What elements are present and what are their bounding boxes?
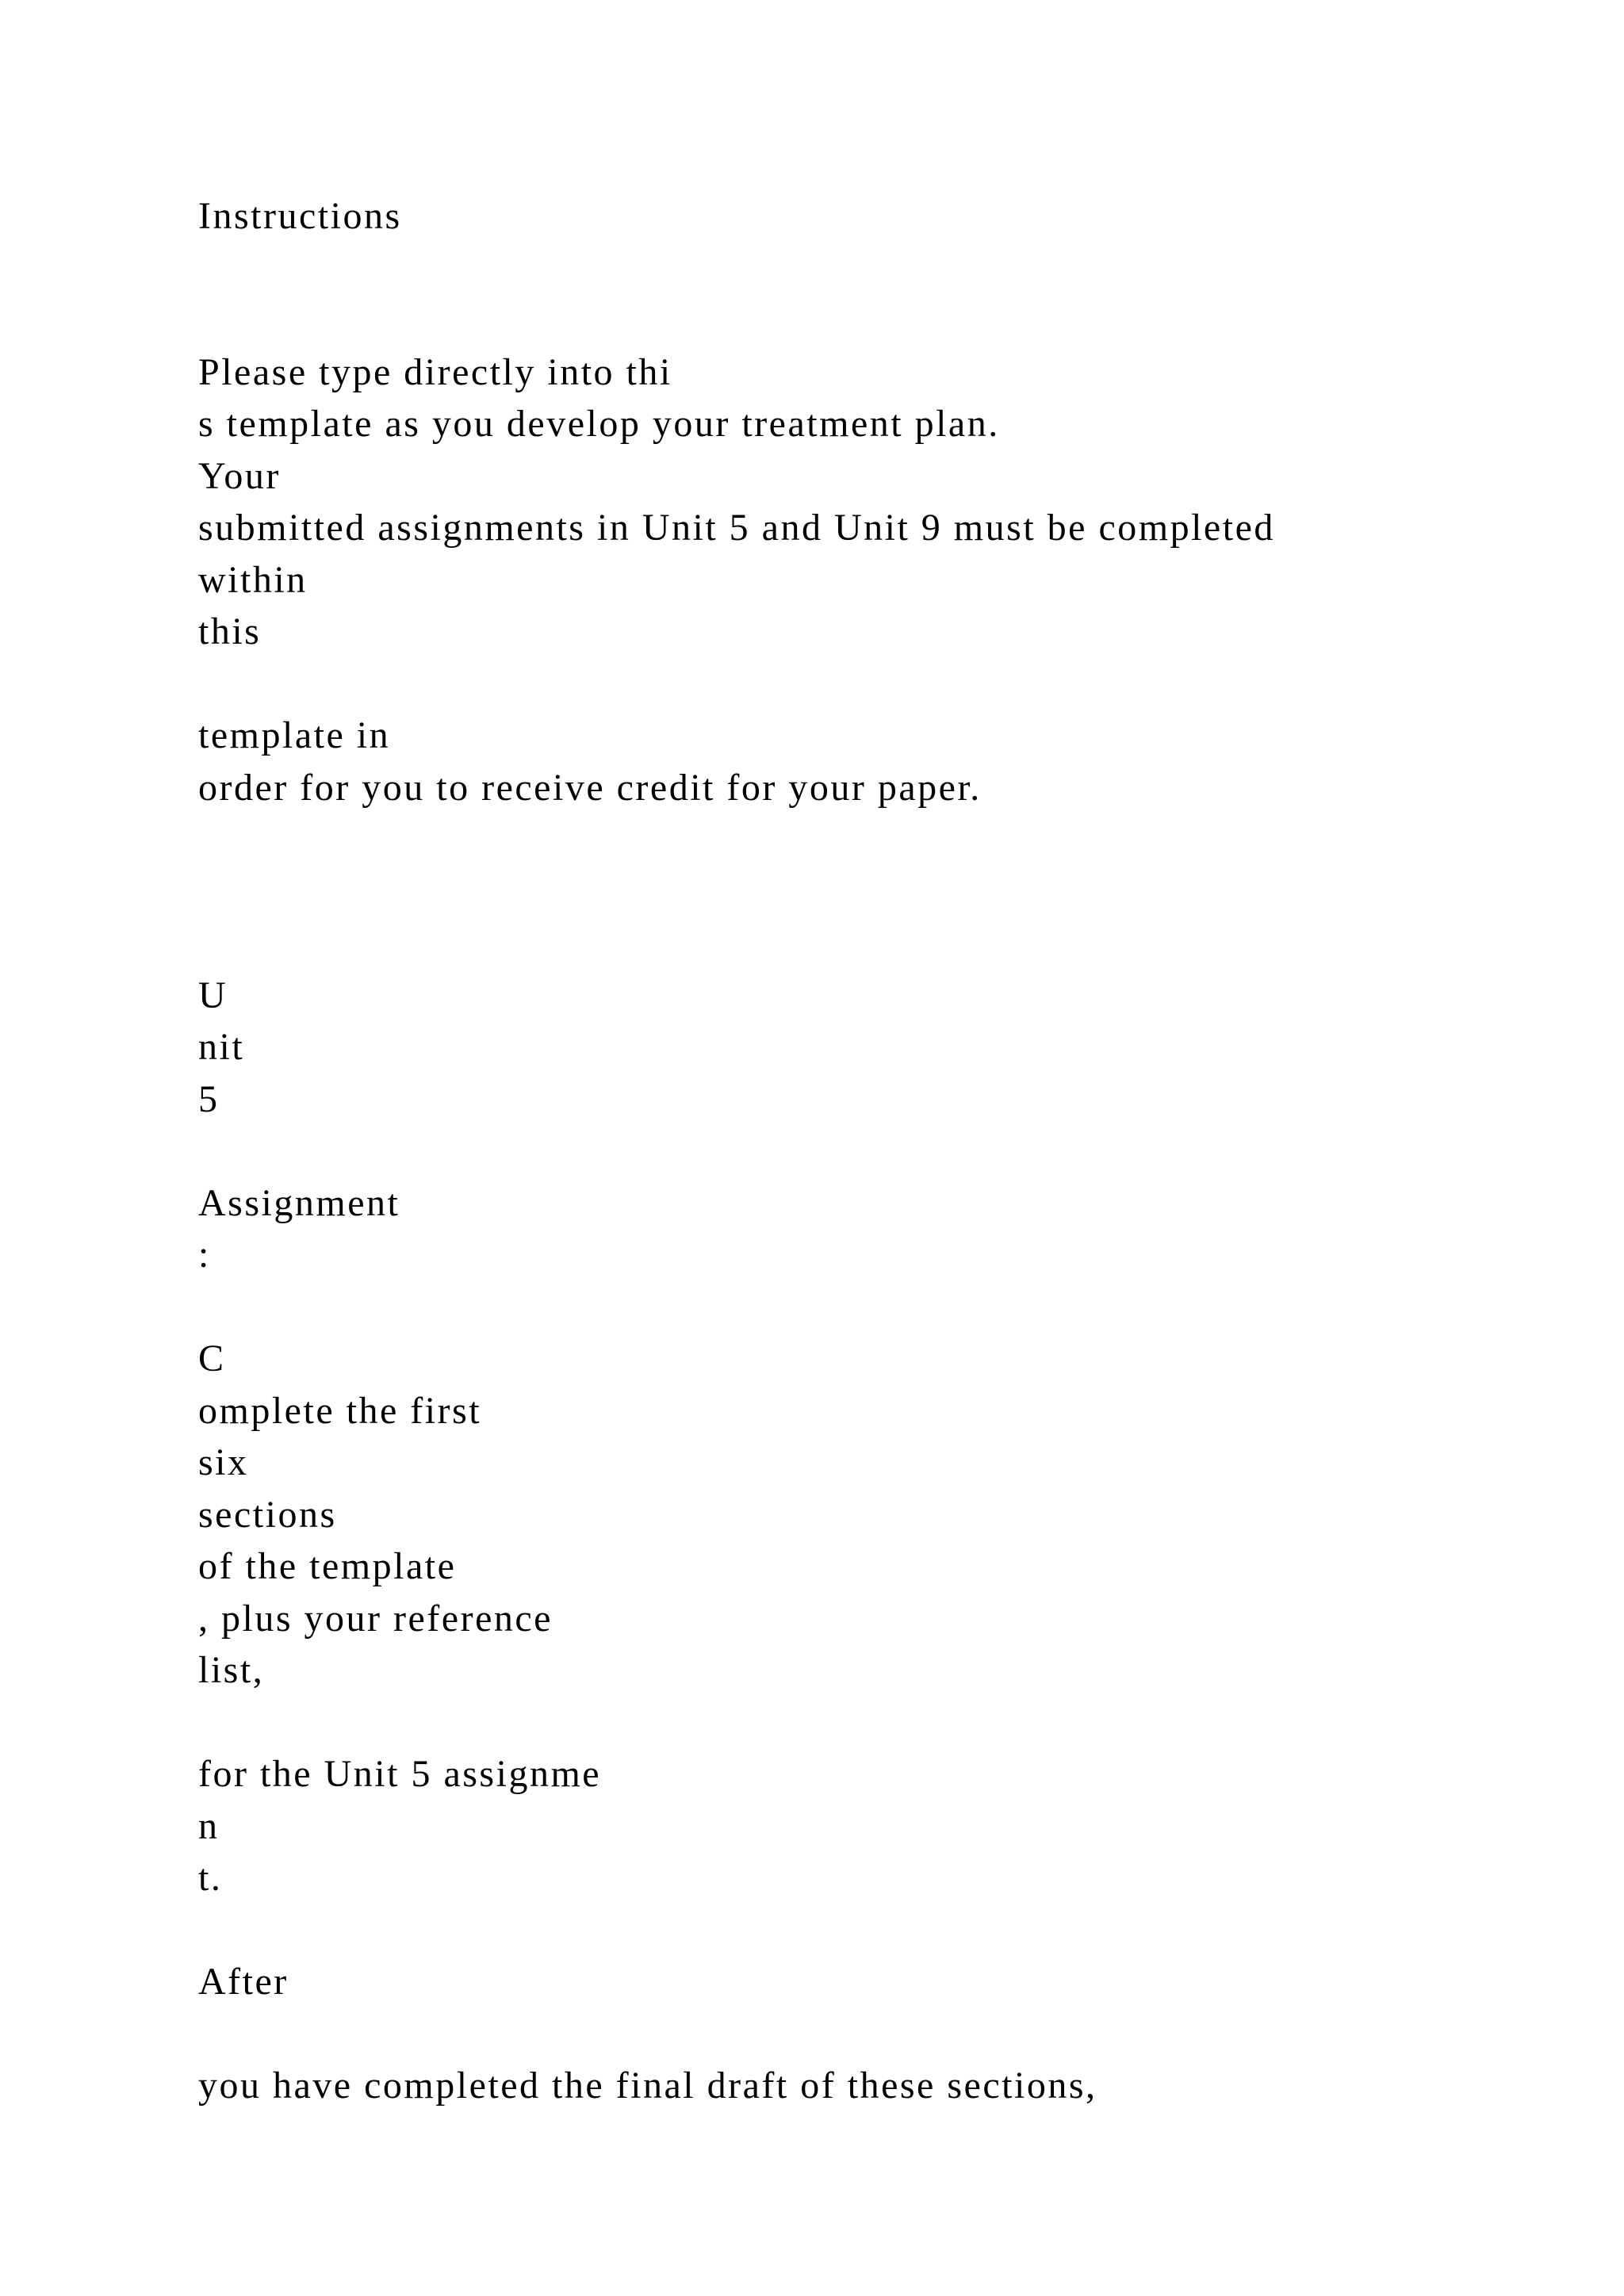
- text-line: submitted assignments in Unit 5 and Unit 9 must be completed: [198, 507, 1275, 549]
- text-line: Assignment: [198, 1181, 400, 1224]
- text-line: [198, 1125, 1546, 1177]
- text-line: within: [198, 558, 308, 601]
- text-line: Your: [198, 454, 281, 497]
- text-line: for the Unit 5 assignme: [198, 1753, 602, 1795]
- text-line: you have completed the final draft of these sections,: [198, 2064, 1097, 2107]
- text-line: t.: [198, 1857, 223, 1899]
- text-line: Please type directly into thi: [198, 350, 672, 393]
- text-line: order for you to receive credit for your paper.: [198, 766, 982, 809]
- text-line: Instructions: [198, 195, 402, 237]
- text-line: [198, 866, 1546, 918]
- text-line: [198, 1904, 1546, 1957]
- text-line: [198, 917, 1546, 970]
- text-line: After: [198, 1961, 289, 2003]
- text-line: [198, 294, 1546, 346]
- text-line: C: [198, 1337, 226, 1380]
- text-line: template in: [198, 714, 391, 756]
- document-text: [198, 190, 1546, 2112]
- text-line: [198, 2008, 1546, 2061]
- text-line: nit: [198, 1026, 245, 1068]
- text-line: omplete the first: [198, 1389, 482, 1432]
- text-line: list,: [198, 1649, 265, 1691]
- text-line: n: [198, 1804, 220, 1847]
- text-line: , plus your reference: [198, 1597, 553, 1640]
- text-line: [198, 1697, 1546, 1749]
- text-line: of the template: [198, 1545, 457, 1587]
- text-line: s template as you develop your treatment plan.: [198, 403, 1000, 445]
- text-line: :: [198, 1234, 211, 1276]
- text-line: [198, 658, 1546, 710]
- text-line: sections: [198, 1493, 337, 1536]
- text-line: [198, 1281, 1546, 1334]
- text-line: [198, 813, 1546, 866]
- text-line: [198, 243, 1546, 295]
- text-line: this: [198, 610, 262, 652]
- text-line: U: [198, 974, 228, 1016]
- text-line: 5: [198, 1077, 220, 1120]
- text-line: six: [198, 1441, 249, 1483]
